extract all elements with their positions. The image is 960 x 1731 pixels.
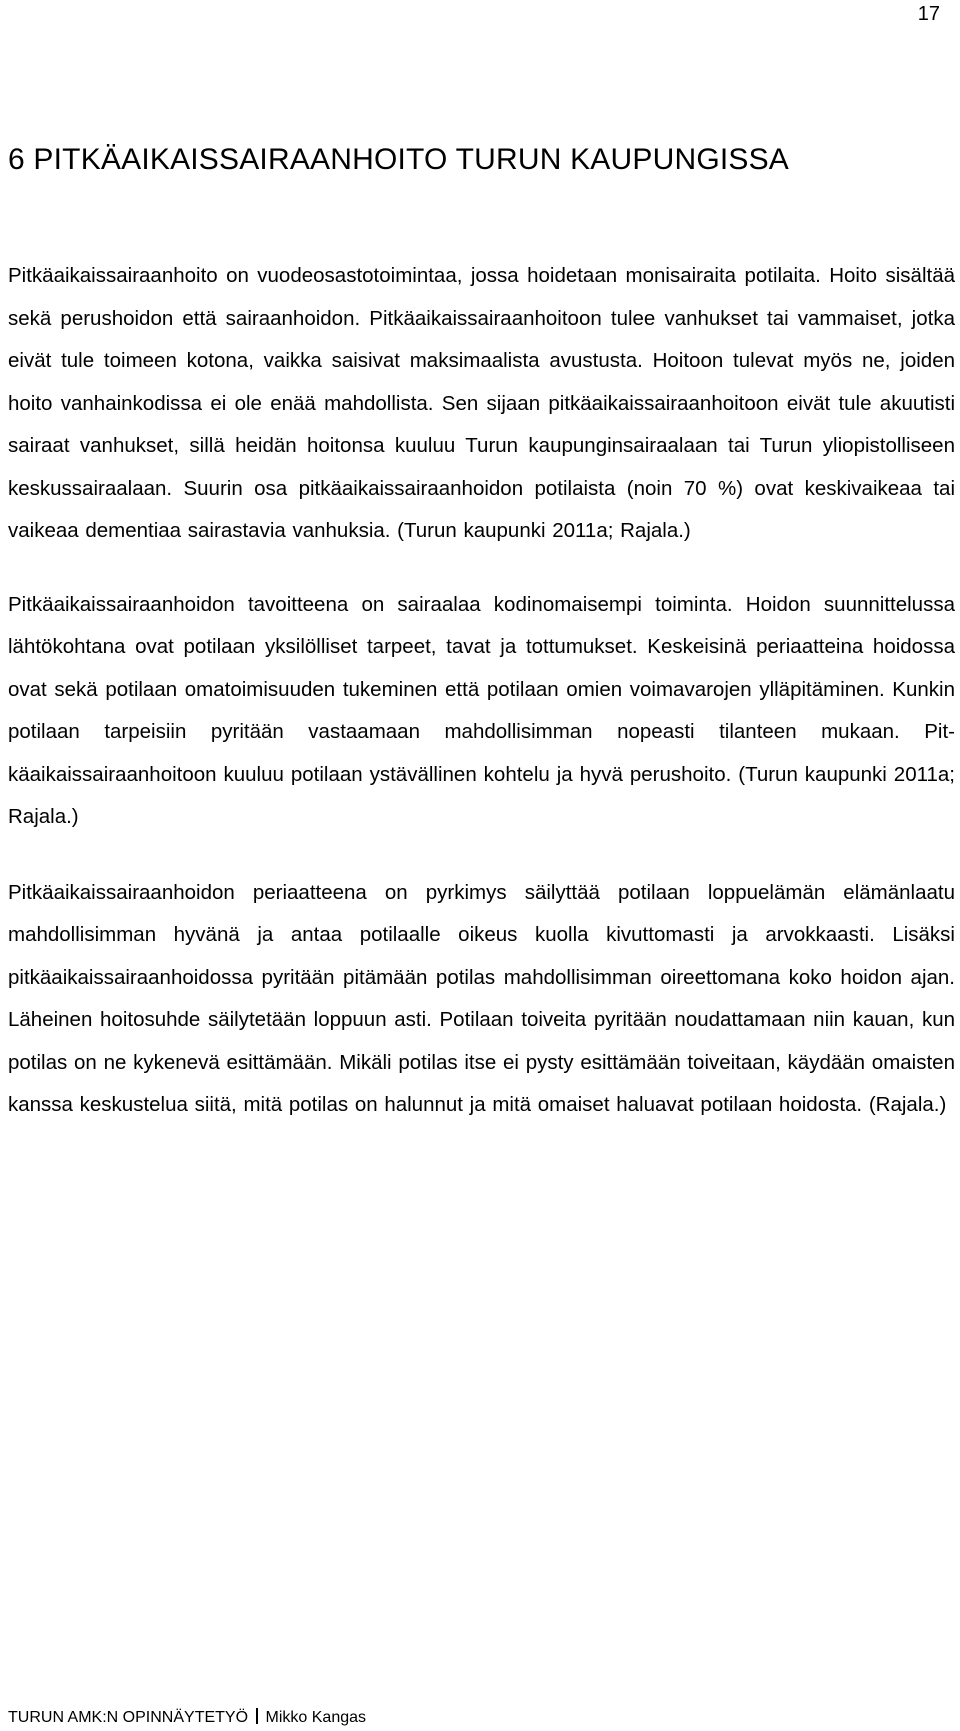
footer-separator	[256, 1708, 258, 1724]
footer-author: Mikko Kangas	[265, 1709, 367, 1726]
body-paragraph-1: Pitkäaikaissairaanhoito on vuodeosastotoimintaa, jossa hoidetaan monisairaita potilaita. Hoito sisältää sekä perushoidon että sairaanhoidon. Pitkäaikaissairaanhoitoon tulee vanhukset tai vammaiset, jotka eivät tule toimeen kotona, vaikka saisivat maksimaalista avustusta. Hoitoon tulevat myös ne, joiden hoito vanhainkodissa ei ole enää mahdollista. Sen sijaan pitkäaikaissairaanhoitoon eivät tule akuutisti sairaat vanhukset, sillä heidän hoitonsa kuuluu Turun kaupunginsairaalaan tai Turun yliopistolliseen keskussairaalaan. Suurin osa pitkäaikaissairaanhoidon potilaista (noin 70 %) ovat keskivaikeaa tai vaikeaa dementiaa sairastavia vanhuksia. (Turun kaupunki 2011a; Rajala.)	[8, 264, 955, 542]
chapter-title: 6 PITKÄAIKAISSAIRAANHOITO TURUN KAUPUNGISSA	[8, 143, 790, 176]
document-body	[8, 140, 955, 1127]
page-number: 17	[917, 3, 940, 25]
body-paragraph-3: Pitkäaikaissairaanhoidon periaatteena on pyrkimys säilyttää potilaan loppuelämän elämänlaatu mahdollisimman hyvänä ja antaa potilaalle oikeus kuolla kivuttomasti ja arvokkaasti. Lisäksi pitkäaikaissairaanhoidossa pyritään pitämään potilas mahdollisimman oireettomana koko hoidon ajan. Läheinen hoitosuhde säilytetään loppuun asti. Potilaan toiveita pyritään noudattamaan niin kauan, kun potilas on ne kykenevä esittämään. Mikäli potilas itse ei pysty esittämään toiveitaan, käydään omaisten kanssa keskustelua siitä, mitä potilas on halunnut ja mitä omaiset haluavat potilaan hoidosta. (Rajala.)	[8, 880, 955, 1116]
footer-institution: TURUN AMK:N OPINNÄYTETYÖ	[8, 1709, 249, 1726]
body-paragraph-2: Pitkäaikaissairaanhoidon tavoitteena on sairaalaa kodinomaisempi toiminta. Hoidon suunnittelussa lähtökohtana ovat potilaan yksilölliset tarpeet, tavat ja tottumukset. Keskeisinä periaatteina hoidossa ovat sekä potilaan omatoimisuuden tukeminen että potilaan omien voimavarojen ylläpitäminen. Kunkin potilaan tarpeisiin pyritään vastaamaan mahdollisimman nopeasti tilanteen mukaan. Pitkäaikaissairaanhoitoon kuuluu potilaan ystävällinen kohtelu ja hyvä perushoito. (Turun kaupunki 2011a; Rajala.)	[8, 592, 955, 828]
page-footer	[8, 1707, 366, 1729]
